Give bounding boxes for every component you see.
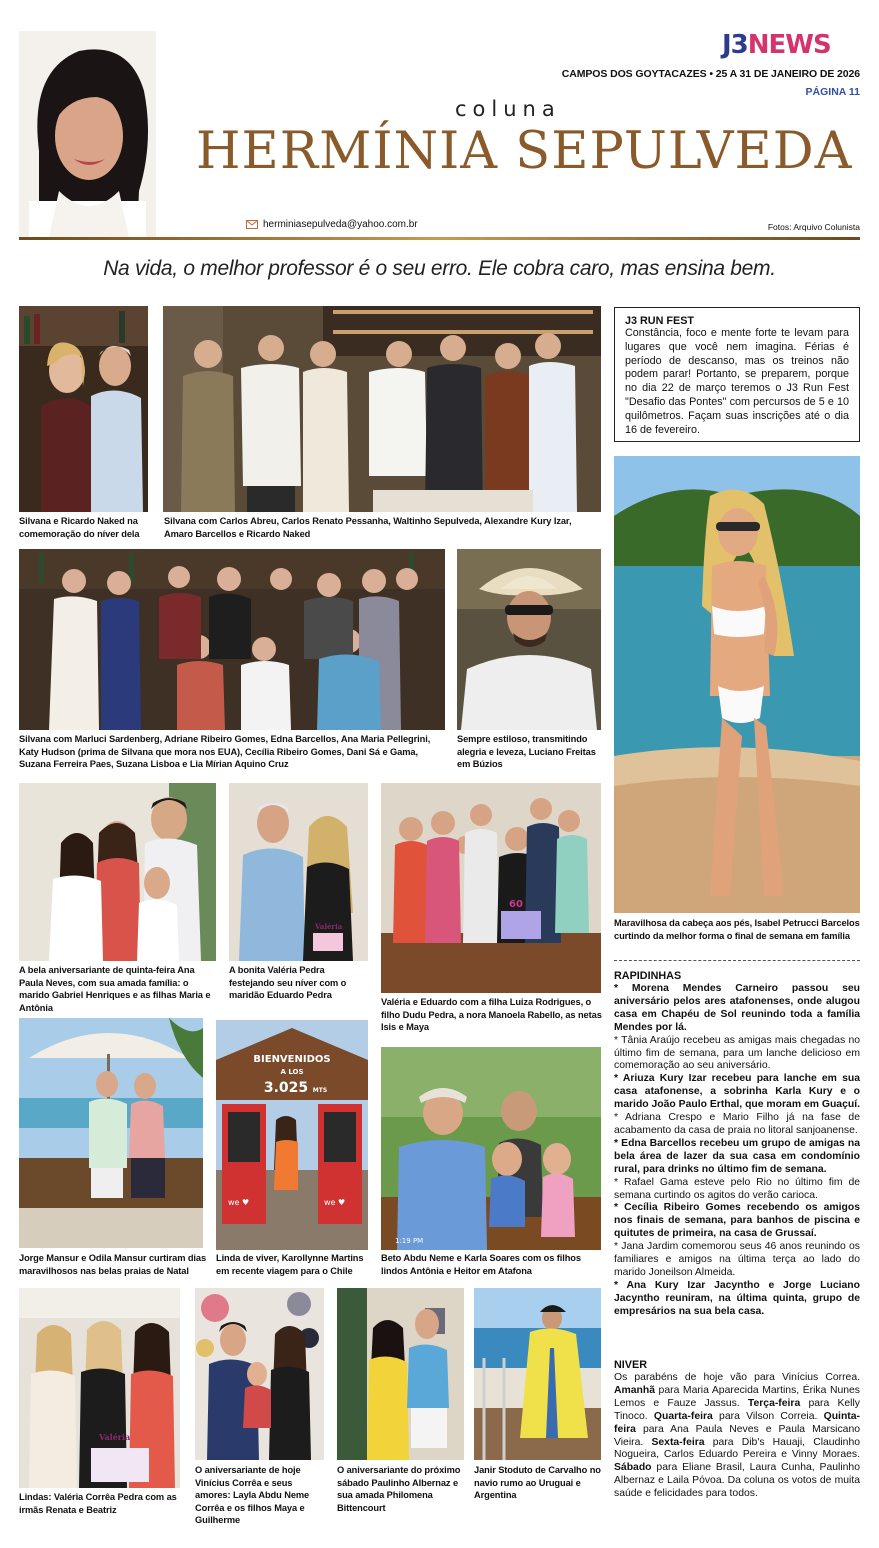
niver-day-label: Sexta-feira (651, 1436, 705, 1448)
photo-silvana-friends-women (19, 549, 445, 730)
rapidinhas-item: * Adriana Crespo e Mario Filho já na fase de acabamento da casa de praia no litoral sanjoanense. (614, 1112, 860, 1136)
side-divider (614, 960, 860, 961)
niver-text-segment: para Maria Aparecida Martins, Érika Nunes Lemos e Fauze Jassus. (614, 1384, 860, 1409)
rapidinhas-list (614, 983, 860, 1319)
photo-janir-stoduto (474, 1288, 601, 1460)
logo-j3: J3 (722, 30, 748, 60)
photo-ana-paula-family (19, 783, 216, 961)
cake-name-text-2: Valéria (99, 1432, 131, 1442)
niver-text-segment: para Kelly Tinoco. (614, 1397, 860, 1422)
j3-run-fest-title: J3 RUN FEST (625, 315, 694, 327)
photo-jorge-odila-mansur (19, 1018, 203, 1248)
niver-text-segment: para Vilson Correia. (712, 1410, 824, 1422)
envelope-icon (246, 220, 258, 229)
niver-day-label: Amanhã (614, 1384, 655, 1396)
photo-beto-karla-family (381, 1047, 601, 1250)
rapidinhas-section (614, 970, 860, 1319)
rapidinhas-item: * Ariuza Kury Izar recebeu para lanche em sua casa atafonense, a sobrinha Karla Kury e o marido João Paulo Erthal, que moram em Guaçuí. (614, 1073, 860, 1111)
email-line[interactable] (246, 219, 418, 230)
caption-silvana-ricardo: Silvana e Ricardo Naked na comemoração do níver dela (19, 516, 140, 539)
rapidinhas-item: * Tânia Araújo recebeu as amigas mais chegadas no último fim de semana, para um lanche delicioso em comemoração ao seu aniversário. (614, 1034, 860, 1072)
niver-day-label: Quinta-feira (614, 1410, 860, 1435)
column-title: HERMÍNIA SEPULVEDA (196, 122, 853, 181)
column-label: coluna (455, 97, 561, 121)
photo-vinicius-correa (195, 1288, 324, 1460)
rapidinhas-item: * Jana Jardim comemorou seus 46 anos reunindo os familiares e amigos na última terça ao lado do marido Joneilson Almeida. (614, 1241, 860, 1278)
columnist-portrait (19, 31, 156, 237)
edition-date: CAMPOS DOS GOYTACAZES • 25 A 31 DE JANEIRO DE 2026 (561, 68, 860, 80)
caption-janir-stoduto: Janir Stoduto de Carvalho no navio rumo ao Uruguai e Argentina (474, 1465, 601, 1500)
email-address: herminiasepulveda@yahoo.com.br (263, 219, 418, 230)
niver-text (614, 1372, 860, 1501)
photo-valeria-family (381, 783, 601, 993)
rapidinhas-item: * Ana Kury Izar Jacyntho e Jorge Luciano Jacyntho reuniram, na última quinta, grupo de empresários na sua bela casa. (614, 1279, 860, 1317)
rapidinhas-title: RAPIDINHAS (614, 970, 682, 982)
niver-text-segment: para Dib's Hauaji, Claudinho Nogueira, Carlos Eduardo Pereira e Vinny Moraes. (614, 1436, 860, 1461)
masthead-rule (19, 237, 860, 240)
sign-line-3: 3.025 (263, 1080, 309, 1096)
cake-number-text: 60 (509, 899, 523, 910)
niver-day-label: Terça-feira (747, 1397, 801, 1409)
photo-timestamp: 1:19 PM (395, 1237, 424, 1245)
sign-unit: MTS (312, 1087, 328, 1094)
caption-valeria-sisters: Lindas: Valéria Corrêa Pedra com as irmãs Renata e Beatriz (19, 1492, 177, 1515)
caption-beto-karla-family: Beto Abdu Neme e Karla Soares com os filhos lindos Antônia e Heitor em Atafona (381, 1253, 581, 1276)
photo-luciano-freitas (457, 549, 601, 730)
j3-run-fest-text: Constância, foco e mente forte te levam para lugares que você nem imagina. Férias é período de descanso, mas os treinos não podem parar! Portanto, se preparem, porque no dia 22 de março teremos o J3 Run Fest "Desafio das Pontes" com percursos de 5 e 10 quilômetros. Façam suas inscrições até o dia 16 de fevereiro. (625, 327, 849, 436)
photo-silvana-ricardo (19, 306, 148, 512)
niver-title: NIVER (614, 1359, 647, 1371)
gondola-label-right: we ♥ (324, 1198, 346, 1207)
photo-paulinho-albernaz (337, 1288, 464, 1460)
rapidinhas-item: * Edna Barcellos recebeu um grupo de amigas na bela área de lazer da sua casa em condomínio rural, para drinks no último fim de semana. (614, 1137, 860, 1175)
caption-valeria-family: Valéria e Eduardo com a filha Luiza Rodrigues, o filho Dudu Pedra, a nora Manoela Rabello, as netas Isis e Maya (381, 997, 602, 1032)
caption-isabel-petrucci: Maravilhosa da cabeça aos pés, Isabel Petrucci Barcelos curtindo da melhor forma o final de semana em família (614, 918, 860, 941)
cake-name-text: Valéria (315, 922, 343, 931)
caption-paulinho-albernaz: O aniversariante do próximo sábado Paulinho Albernaz e sua amada Philomena Bittencourt (337, 1465, 461, 1513)
caption-vinicius-correa: O aniversariante de hoje Vinícius Corrêa e seus amores: Layla Abdu Neme Corrêa e os filhos Maya e Guilherme (195, 1465, 310, 1525)
caption-valeria-eduardo: A bonita Valéria Pedra festejando seu níver com o maridão Eduardo Pedra (229, 965, 347, 1000)
niver-day-label: Quarta-feira (653, 1410, 713, 1422)
rapidinhas-item: * Cecília Ribeiro Gomes recebendo os amigos nos finais de semana, para banhos de piscina e quitutes de primeira, na casa de Grussaí. (614, 1202, 860, 1240)
niver-text-segment: Os parabéns de hoje vão para Vinícius Correa. (614, 1372, 860, 1383)
niver-text-segment: para Eliane Brasil, Laura Cunha, Paulinho Albernaz e Laila Póvoa. Da coluna os votos de muita saúde e felicidades para todos. (614, 1462, 860, 1500)
photo-karollynne-chile (216, 1020, 368, 1250)
caption-silvana-friends-women: Silvana com Marluci Sardenberg, Adriane Ribeiro Gomes, Edna Barcellos, Ana Maria Pellegrini, Katy Hudson (prima de Silvana que mora nos EUA), Cecília Ribeiro Gomes, Dani Sá e Gama, Suzana Ferreira Paes, Suzana Lisboa e Lia Mírian Aquino Cruz (19, 734, 431, 769)
caption-luciano-freitas: Sempre estiloso, transmitindo alegria e leveza, Luciano Freitas em Búzios (457, 734, 596, 769)
niver-section (614, 1359, 860, 1501)
photo-valeria-sisters (19, 1288, 180, 1488)
logo-news: NEWS (747, 30, 831, 60)
rapidinhas-item: * Rafael Gama esteve pelo Rio no último fim de semana curtindo os agitos do verão carioca. (614, 1176, 860, 1201)
caption-karollynne-chile: Linda de viver, Karollynne Martins em recente viagem para o Chile (216, 1253, 364, 1276)
caption-silvana-friends-men: Silvana com Carlos Abreu, Carlos Renato Pessanha, Waltinho Sepulveda, Alexandre Kury Izar, Amaro Barcellos e Ricardo Naked (164, 516, 572, 539)
j3-run-fest-box (614, 307, 860, 442)
column-quote: Na vida, o melhor professor é o seu erro. Ele cobra caro, mas ensina bem. (103, 257, 776, 280)
niver-day-label: Sábado (614, 1462, 652, 1474)
niver-text-segment: para Ana Paula Neves e Paula Marsicano Vieira. (614, 1423, 860, 1448)
sign-line-2: A LOS (280, 1068, 304, 1076)
photo-silvana-friends-men (163, 306, 601, 512)
gondola-label-left: we ♥ (228, 1198, 250, 1207)
photo-credit: Fotos: Arquivo Colunista (767, 222, 860, 232)
caption-jorge-odila-mansur: Jorge Mansur e Odila Mansur curtiram dias maravilhosos nas belas praias de Natal (19, 1253, 207, 1276)
photo-isabel-petrucci (614, 456, 860, 913)
j3news-logo[interactable] (722, 30, 831, 62)
photo-valeria-eduardo (229, 783, 368, 961)
page-number: PÁGINA 11 (805, 86, 860, 98)
caption-ana-paula-family: A bela aniversariante de quinta-feira Ana Paula Neves, com sua amada família: o marido Gabriel Henriques e as filhas Maria e Antônia (19, 965, 211, 1013)
sign-line-1: BIENVENIDOS (253, 1054, 331, 1065)
rapidinhas-item: * Morena Mendes Carneiro passou seu aniversário pelos ares atafonenses, onde alugou casa em Chapéu de Sol reunindo toda a família Mendes por lá. (614, 983, 860, 1033)
